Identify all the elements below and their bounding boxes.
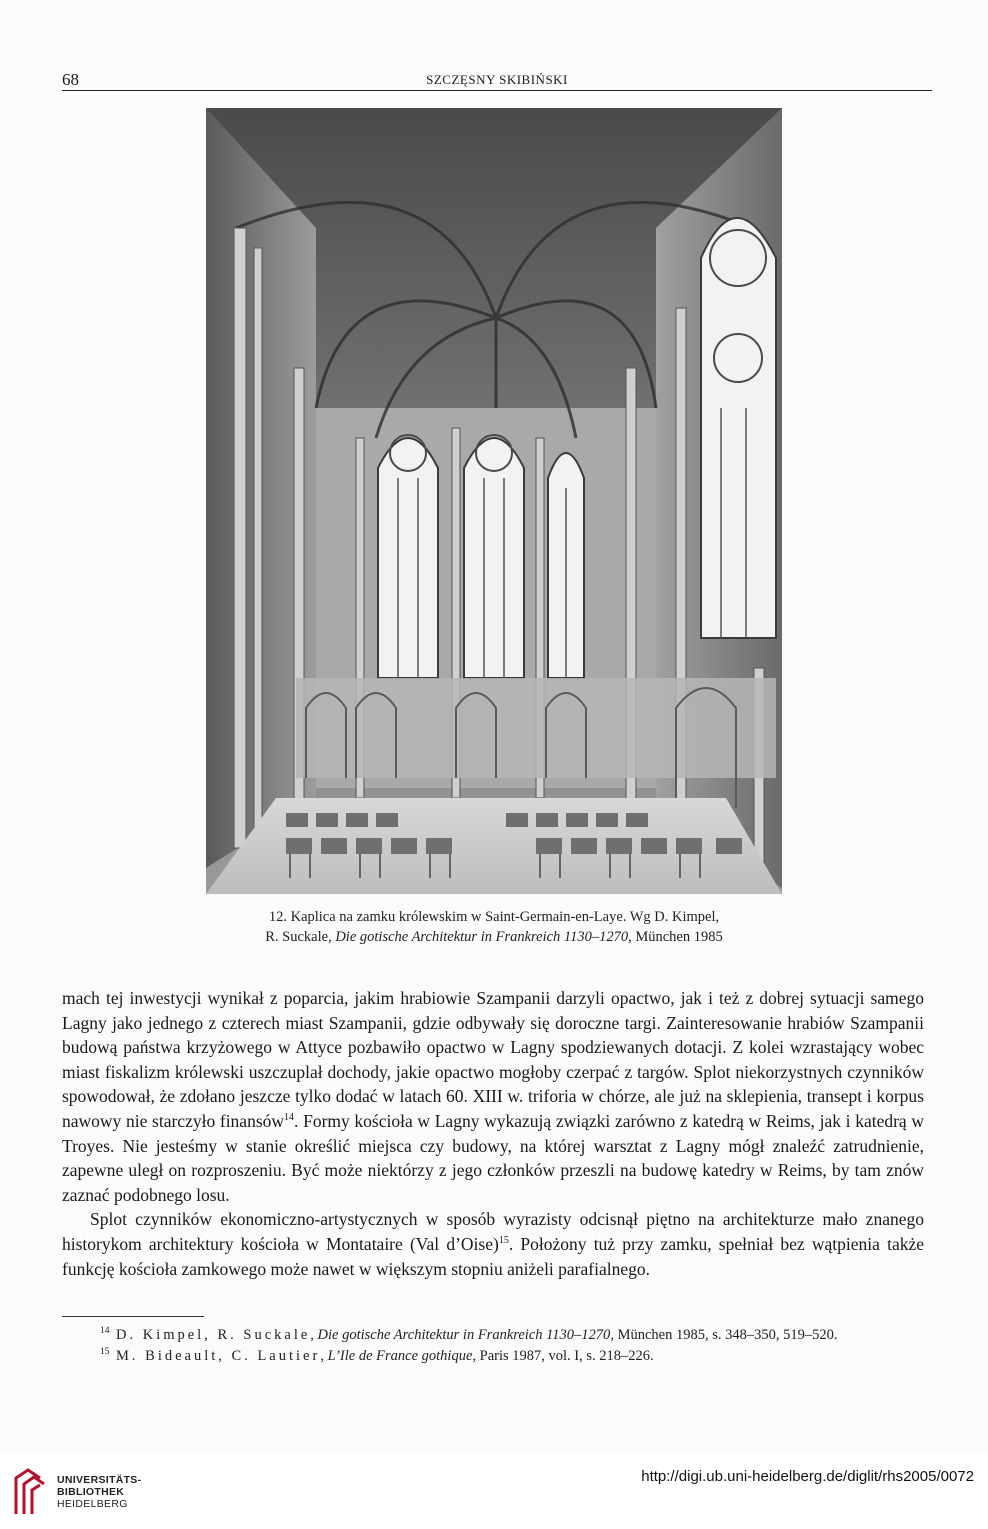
library-logo-icon <box>10 1468 48 1516</box>
gothic-chapel-photo <box>206 108 782 894</box>
footnote-ref-15[interactable]: 15 <box>498 1235 509 1247</box>
footnote-author: D. Kimpel, R. Suckale <box>116 1327 311 1343</box>
footnote-15: 15 M. Bideault, C. Lautier, L’Ile de France gothique, Paris 1987, vol. I, s. 218–226. <box>100 1347 654 1364</box>
caption-line-1: 12. Kaplica na zamku królewskim w Saint-Germain-en-Laye. Wg D. Kimpel, <box>268 909 720 925</box>
footnote-title: L’Ile de France gothique <box>327 1348 473 1364</box>
footnote-ref-14[interactable]: 14 <box>284 1112 295 1124</box>
caption-line-2: R. Suckale, Die gotische Architektur in Frankreich 1130–1270, München 1985 <box>265 929 723 945</box>
library-url-link[interactable]: http://digi.ub.uni-heidelberg.de/diglit/rhs2005/0072 <box>641 1468 974 1485</box>
library-footer <box>0 1454 988 1529</box>
footnote-title: Die gotische Architektur in Frankreich 1130–1270 <box>317 1327 611 1343</box>
paragraph-2: Splot czynników ekonomiczno-artystycznych w sposób wyrazisty odcisnął piętno na architekturze mało znanego historykom architektury kościoła w Montataire (Val d’Oise)$^{15}$. Położony tuż przy zamku, spełniał bez wątpienia także funkcję kościoła zamkowego może nawet w większym stopniu aniżeli parafialnego. <box>62 1209 925 1279</box>
library-name: UNIVERSITÄTS- BIBLIOTHEK HEIDELBERG <box>57 1474 142 1510</box>
caption-book-title: Die gotische Architektur in Frankreich 1130–1270 <box>335 929 629 945</box>
running-head <box>62 70 932 91</box>
footnote-author: M. Bideault, C. Lautier <box>116 1348 321 1364</box>
footnote-14: 14 D. Kimpel, R. Suckale, Die gotische Architektur in Frankreich 1130–1270, München 1985, s. 348–350, 519–520. <box>100 1326 838 1343</box>
page-number: 68 <box>62 70 79 89</box>
body-text <box>62 986 924 1281</box>
running-title: SZCZĘSNY SKIBIŃSKI <box>426 72 568 87</box>
figure-caption <box>160 907 828 947</box>
footnotes <box>100 1325 930 1367</box>
footnote-divider <box>62 1316 204 1317</box>
paragraph-1: mach tej inwestycji wynikał z poparcia, jakim hrabiowie Szampanii darzyli opactwo, jak i też z dobrej sytuacji samego Lagny jako jednego z czterech miast Szampanii, gdzie odbywały się doroczne targi. Zainteresowanie hrabiów Szampanii budową państwa krzyżowego w Attyce pozbawiło opactwo w Lagny spodziewanych dotacji. Z kolei wzrastający wobec miast fiskalizm królewski uszczuplał dochody, jakie opactwo mogłoby czerpać z targów. Splot niekorzystnych czynników spowodował, że zdołano jeszcze tylko dodać w latach 60. XIII w. triforia w chórze, ale już na sklepienia, transept i korpus nawowy nie starczyło finansów$^{14}$. Formy kościoła w Lagny wykazują związki zarówno z katedrą w Reims, jak i katedrą w Troyes. Nie jesteśmy w stanie określić miejsca czy budowy, na której warsztat z Lagny mógł znaleźć zatrudnienie, zapewne uległ on rozproszeniu. Być może niektórzy z jego członków przeszli na budowę katedry w Reims, by tam znów zaznać podobnego losu. <box>62 988 924 1205</box>
